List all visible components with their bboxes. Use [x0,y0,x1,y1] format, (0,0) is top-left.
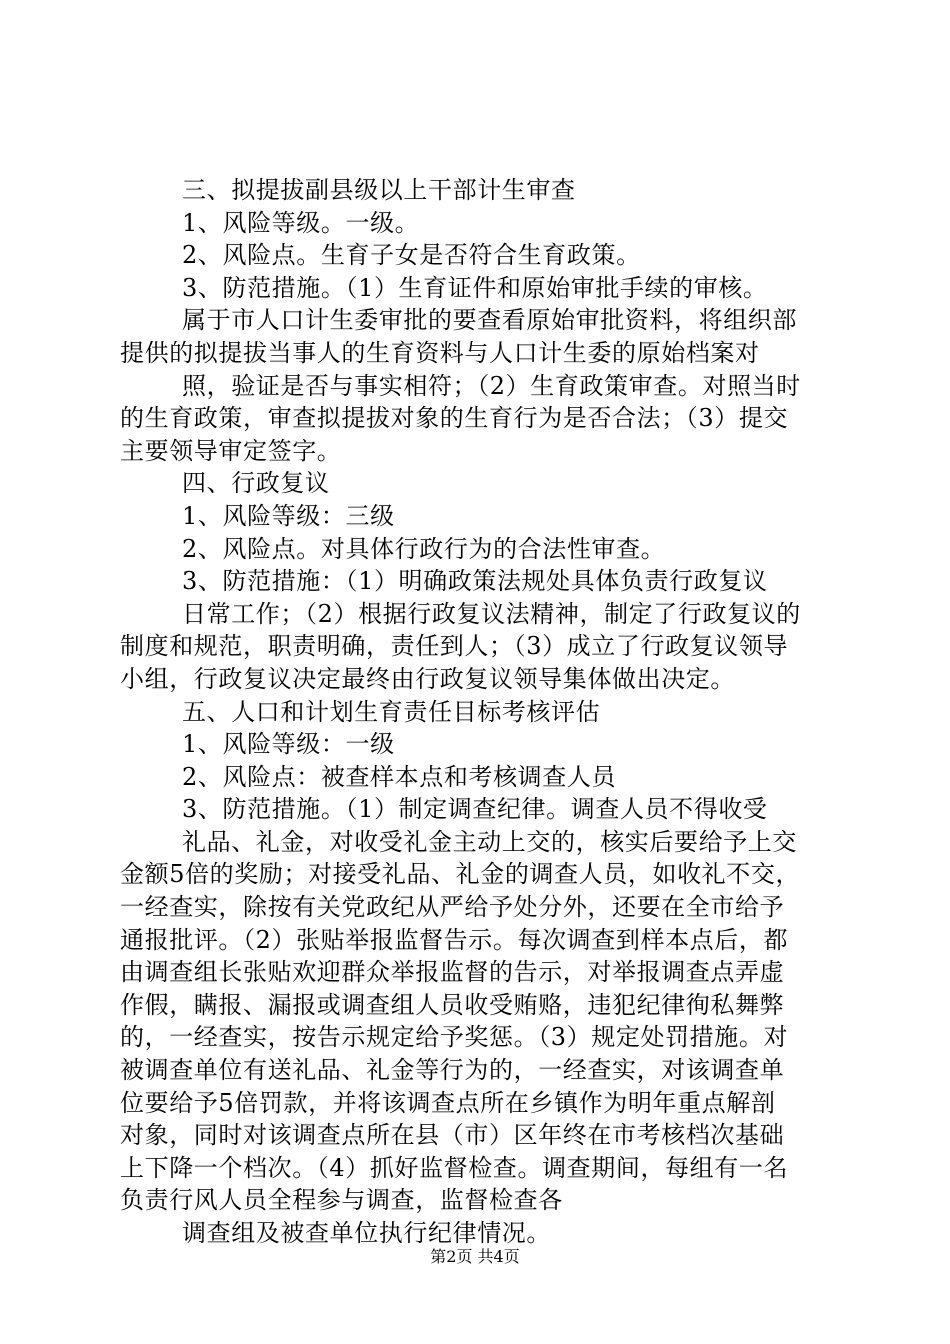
text-line: 3、防范措施。（1）制定调查纪律。调查人员不得收受 [182,795,768,824]
page-footer: 第2页 共4页 [430,1247,520,1266]
text-line: 由调查组长张贴欢迎群众举报监督的告示，对举报调查点弄虚 [120,958,785,987]
text-line: 1、风险等级：一级 [182,730,395,759]
text-line: 属于市人口计生委审批的要查看原始审批资料，将组织部 [182,306,797,335]
text-line: 调查组及被查单位执行纪律情况。 [182,1219,551,1247]
text-line: 1、风险等级。一级。 [182,208,420,237]
text-line: 四、行政复议 [182,469,330,498]
text-line: 礼品、礼金，对收受礼金主动上交的，核实后要给予上交 [182,827,797,856]
text-line: 1、风险等级：三级 [182,501,395,530]
text-line: 上下降一个档次。（4）抓好监督检查。调查期间，每组有一名 [120,1153,789,1182]
text-line: 作假，瞒报、漏报或调查组人员收受贿赂，违犯纪律徇私舞弊 [120,990,785,1019]
document-body [120,174,840,1250]
text-line: 被调查单位有送礼品、礼金等行为的，一经查实，对该调查单 [120,1056,785,1085]
text-line: 主要领导审定签字。 [120,436,342,465]
text-line: 一经查实，除按有关党政纪从严给予处分外，还要在全市给予 [120,893,785,922]
text-line: 三、拟提拔副县级以上干部计生审查 [182,176,576,204]
text-line: 对象，同时对该调查点所在县（市）区年终在市考核档次基础 [120,1121,785,1150]
text-line: 2、风险点：被查样本点和考核调查人员 [182,762,617,791]
text-line: 3、防范措施：（1）明确政策法规处具体负责行政复议 [182,567,768,596]
text-line: 3、防范措施。（1）生育证件和原始审批手续的审核。 [182,273,768,302]
text-line: 日常工作；（2）根据行政复议法精神，制定了行政复议的 [182,599,801,628]
text-line: 小组，行政复议决定最终由行政复议领导集体做出决定。 [120,664,735,693]
text-line: 五、人口和计划生育责任目标考核评估 [182,697,601,726]
text-line: 制度和规范，职责明确，责任到人；（3）成立了行政复议领导 [120,632,789,661]
text-line: 通报批评。（2）张贴举报监督告示。每次调查到样本点后，都 [120,925,789,954]
text-line: 的，一经查实，按告示规定给予奖惩。（3）规定处罚措施。对 [120,1023,789,1052]
text-line: 的生育政策，审查拟提拔对象的生育行为是否合法；（3）提交 [120,404,789,433]
text-line: 2、风险点。对具体行政行为的合法性审查。 [182,534,666,563]
text-line: 位要给予5倍罚款，并将该调查点所在乡镇作为明年重点解剖 [120,1088,776,1117]
text-line: 提供的拟提拔当事人的生育资料与人口计生委的原始档案对 [120,338,760,367]
text-line: 照，验证是否与事实相符；（2）生育政策审查。对照当时 [182,371,801,400]
text-line: 金额5倍的奖励；对接受礼品、礼金的调查人员，如收礼不交， [120,860,801,889]
text-line: 2、风险点。生育子女是否符合生育政策。 [182,241,641,270]
text-line: 负责行风人员全程参与调查，监督检查各 [120,1186,563,1215]
